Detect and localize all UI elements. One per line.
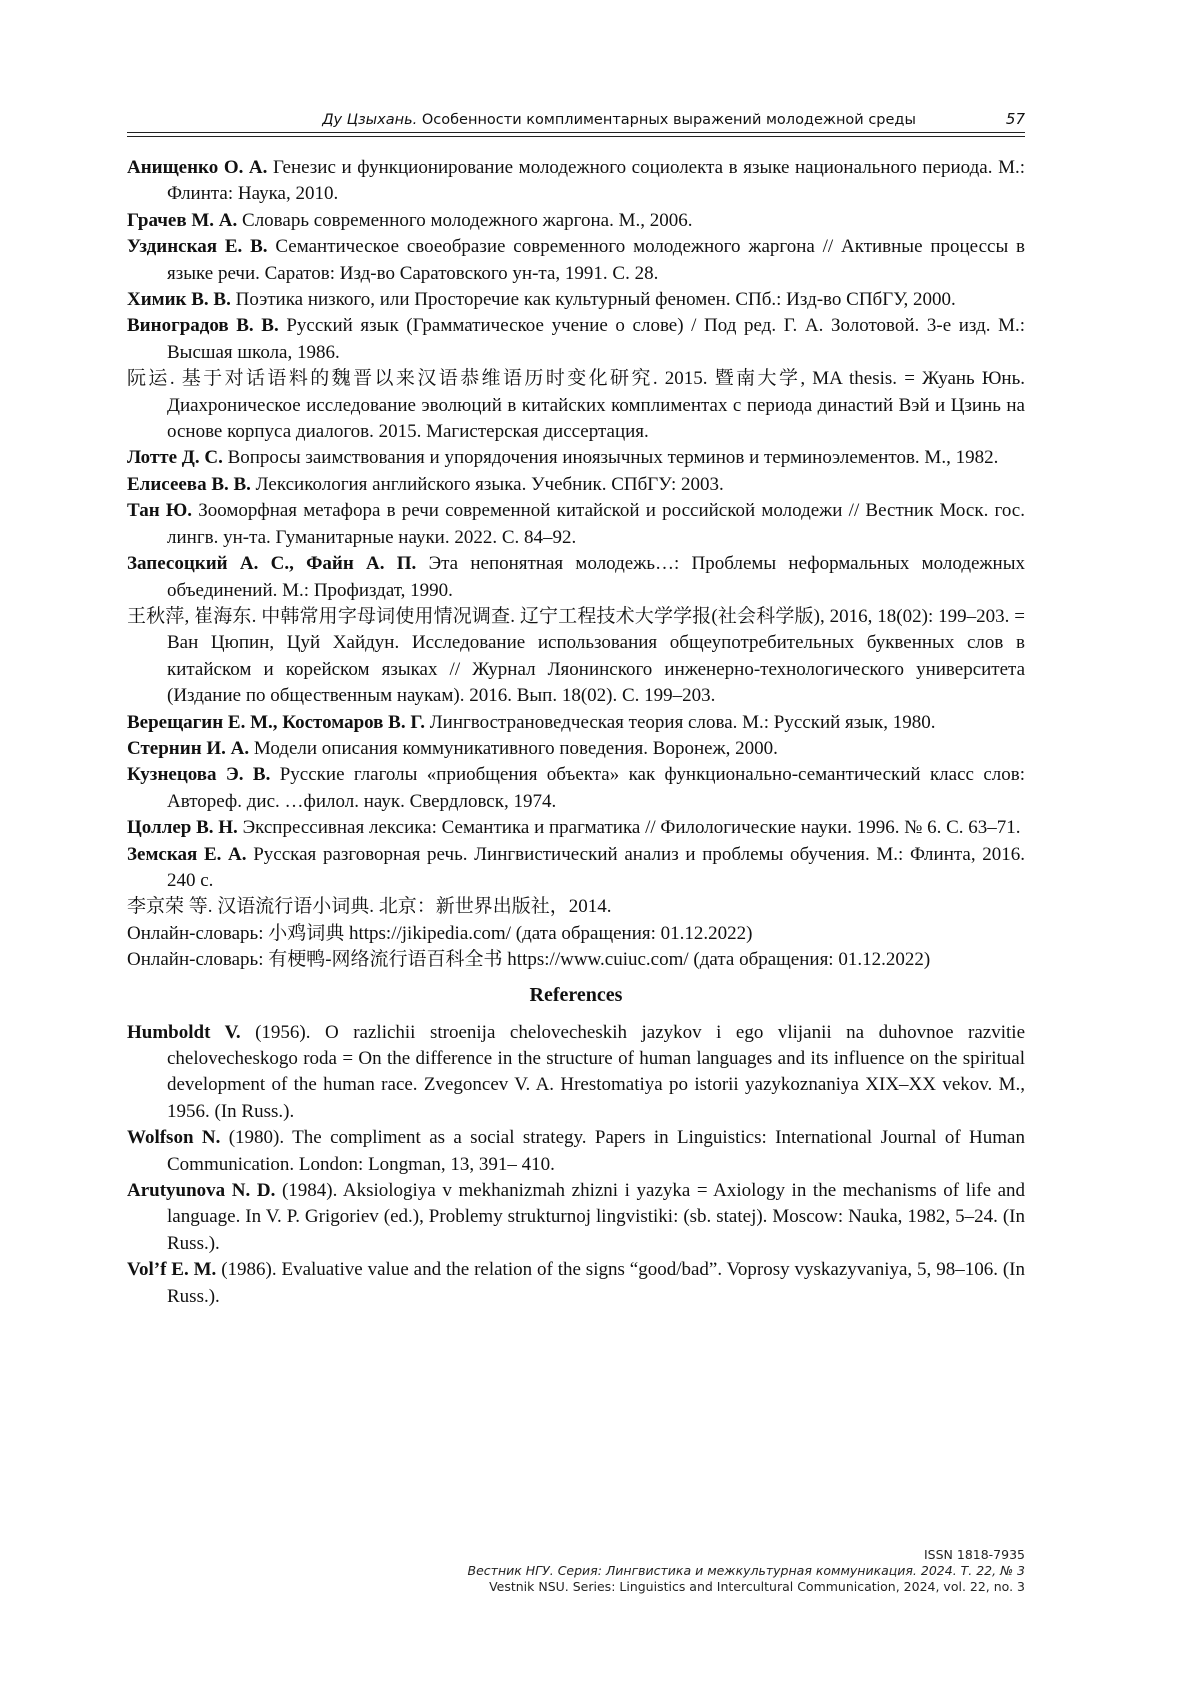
reference-author: Анищенко О. А.: [127, 157, 268, 178]
reference-author: Лотте Д. С.: [127, 447, 223, 469]
reference-text: (1980). The compliment as a social strategy. Papers in Linguistics: International Journal of Human Communication. London: Longman, 13, 391– 410.: [167, 1127, 1025, 1175]
references-heading: References: [529, 983, 623, 1006]
running-title: [127, 112, 1006, 128]
reference-entry: [127, 1178, 1025, 1257]
reference-author: Wolfson N.: [127, 1127, 221, 1149]
reference-text: 李京荣 等. 汉语流行语小词典. 北京：新世界出版社，2014.: [127, 896, 612, 918]
reference-text: Семантическое своеобразие современного молодежного жаргона // Активные процессы в языке речи. Саратов: Изд-во Саратовского ун-та, 1991. С. 28.: [167, 236, 1025, 284]
reference-text: Онлайн-словарь: 小鸡词典 https://jikipedia.com/ (дата обращения: 01.12.2022): [127, 922, 753, 944]
reference-text: Лингвострановедческая теория слова. М.: Русский язык, 1980.: [429, 711, 936, 733]
reference-text: 王秋萍, 崔海东. 中韩常用字母词使用情况调查. 辽宁工程技术大学学报(社会科学版), 2016, 18(02): 199–203. = Ван Цюпин, Цуй Хайдун. Исследование использования общеупотребительных буквенных слов в китайском и корейском языках // Журнал Ляонинского инженерно-технологического университета (Издание по общественным наукам). 2016. Вып. 18(02). С. 199–203.: [127, 605, 1025, 707]
reference-author: Humboldt V.: [127, 1021, 241, 1043]
reference-entry: [127, 472, 1025, 498]
reference-author: Верещагин Е. М., Костомаров В. Г.: [127, 711, 426, 733]
reference-entry: [127, 947, 1025, 973]
reference-entry: [127, 208, 1025, 234]
reference-text: (1986). Evaluative value and the relation of the signs “good/bad”. Voprosy vyskazyvaniya, 5, 98–106. (In Russ.).: [167, 1259, 1025, 1307]
reference-author: Arutyunova N. D.: [127, 1180, 276, 1202]
reference-author: Земская Е. А.: [127, 843, 247, 865]
reference-entry: [127, 155, 1025, 208]
running-article-title: Особенности комплиментарных выражений молодежной среды: [421, 112, 916, 128]
running-author: Ду Цзыхань.: [322, 112, 418, 128]
running-header: [127, 110, 1025, 133]
reference-text: Зооморфная метафора в речи современной китайской и российской молодежи // Вестник Моск. гос. лингв. ун-та. Гуманитарные науки. 2022. С. 84–92.: [167, 500, 1025, 548]
reference-list-ru: [127, 155, 1025, 974]
reference-entry: [127, 604, 1025, 710]
reference-list-en: [127, 1020, 1025, 1310]
reference-entry: [127, 287, 1025, 313]
reference-author: Елисеева В. В.: [127, 473, 251, 495]
reference-text: Русский язык (Грамматическое учение о слове) / Под ред. Г. А. Золотовой. 3-е изд. М.: Высшая школа, 1986.: [167, 315, 1026, 363]
reference-text: Экспрессивная лексика: Семантика и прагматика // Филологические науки. 1996. № 6. С. 63–71.: [242, 817, 1021, 839]
reference-text: Русская разговорная речь. Лингвистический анализ и проблемы обучения. М.: Флинта, 2016. 240 с.: [167, 843, 1026, 891]
reference-entry: [127, 815, 1025, 841]
reference-entry: [127, 921, 1025, 947]
reference-text: Генезис и функционирование молодежного социолекта в языке национального периода. М.: Флинта: Наука, 2010.: [167, 157, 1025, 205]
page: [127, 110, 1025, 1310]
journal-title-en: Vestnik NSU. Series: Linguistics and Intercultural Communication, 2024, vol. 22, no. 3: [489, 1579, 1025, 1594]
reference-text: Онлайн-словарь: 有梗鸭-网络流行语百科全书 https://www.cuiuc.com/ (дата обращения: 01.12.2022): [127, 949, 931, 971]
journal-footer: [468, 1547, 1025, 1595]
reference-author: Стернин И. А.: [127, 737, 250, 759]
reference-author: Грачев М. А.: [127, 209, 238, 231]
reference-entry: [127, 736, 1025, 762]
reference-text: Вопросы заимствования и упорядочения иноязычных терминов и терминоэлементов. М., 1982.: [227, 447, 999, 469]
reference-text: 阮运. 基于对话语料的魏晋以来汉语恭维语历时变化研究. 2015. 暨南大学, MA thesis. = Жуань Юнь. Диахроническое исследование эволюций в китайских комплиментах с периода династий Вэй и Цзинь на основе корпуса диалогов. 2015. Магистерская диссертация.: [127, 368, 1025, 443]
reference-text: Русские глаголы «приобщения объекта» как функционально-семантический класс слов: Автореф. дис. …филол. наук. Свердловск, 1974.: [167, 764, 1025, 812]
reference-entry: [127, 445, 1025, 471]
reference-entry: [127, 234, 1025, 287]
reference-entry: [127, 710, 1025, 736]
reference-entry: [127, 366, 1025, 445]
reference-entry: [127, 498, 1025, 551]
reference-author: Цоллер В. Н.: [127, 817, 238, 839]
reference-text: Эта непонятная молодежь…: Проблемы неформальных молодежных объединений. М.: Профиздат, 1990.: [167, 553, 1025, 601]
reference-author: Тан Ю.: [127, 500, 192, 522]
reference-text: (1956). O razlichii stroenija chelovecheskih jazykov i ego vlijanii na duhovnoe razvitie chelovecheskogo roda = On the difference in the structure of human languages and its influence on the spiritual development of the human race. Zvegoncev V. A. Hrestomatiya po istorii yazykoznaniya XIX–XX vekov. M., 1956. (In Russ.).: [167, 1021, 1026, 1122]
page-number: 57: [1005, 110, 1025, 128]
reference-entry: [127, 1257, 1025, 1310]
reference-author: Запесоцкий А. С., Файн А. П.: [127, 553, 417, 575]
reference-author: Кузнецова Э. В.: [127, 764, 271, 786]
reference-entry: [127, 842, 1025, 895]
reference-text: Поэтика низкого, или Просторечие как культурный феномен. СПб.: Изд-во СПбГУ, 2000.: [235, 289, 956, 311]
reference-entry: [127, 1020, 1025, 1126]
reference-text: Словарь современного молодежного жаргона. М., 2006.: [242, 209, 693, 231]
reference-entry: [127, 551, 1025, 604]
reference-entry: [127, 313, 1025, 366]
reference-text: (1984). Aksiologiya v mekhanizmah zhizni i yazyka = Axiology in the mechanisms of life and language. In V. P. Grigoriev (ed.), Problemy strukturnoj lingvistiki: (sb. statej). Moscow: Nauka, 1982, 5–24. (In Russ.).: [167, 1180, 1026, 1254]
reference-entry: [127, 894, 1025, 920]
reference-text: Лексикология английского языка. Учебник. СПбГУ: 2003.: [255, 473, 724, 495]
reference-entry: [127, 1125, 1025, 1178]
reference-text: Модели описания коммуникативного поведения. Воронеж, 2000.: [253, 737, 778, 759]
reference-author: Химик В. В.: [127, 289, 231, 311]
journal-title-ru: Вестник НГУ. Серия: Лингвистика и межкультурная коммуникация. 2024. Т. 22, № 3: [467, 1563, 1025, 1578]
reference-author: Vol’f E. M.: [127, 1259, 217, 1281]
reference-author: Уздинская Е. В.: [127, 236, 268, 258]
reference-entry: [127, 762, 1025, 815]
reference-author: Виноградов В. В.: [127, 315, 279, 337]
issn: ISSN 1818-7935: [923, 1547, 1025, 1562]
